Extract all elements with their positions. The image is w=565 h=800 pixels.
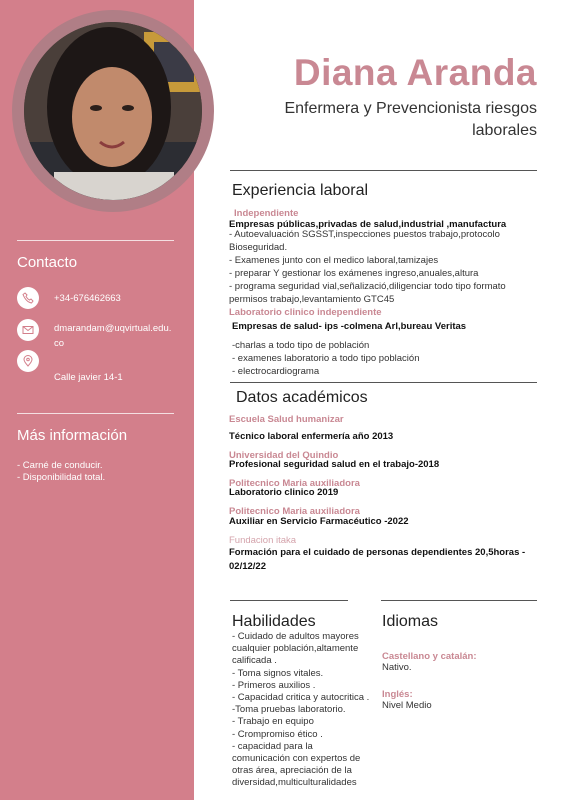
candidate-name: Diana Aranda [293,52,537,93]
skill-line: - Cuidado de adultos mayores [232,631,359,642]
education-school: Universidad del Quindio [229,450,339,461]
job-description [232,339,552,378]
job-company: Laboratorio clinico independiente [229,307,382,318]
candidate-role: Enfermera y Prevencionista riesgos laborales [284,100,537,139]
job-line: Bioseguridad. [229,242,288,253]
job-line: permisos trabajo,levantamiento GTC45 [229,294,395,305]
skill-line: otras área, apreciación de la [232,765,352,777]
education-degree: Laboratorio clinico 2019 [229,487,339,498]
skill-line: - Trabajo en equipo [232,716,314,728]
skill-line: - Toma signos vitales. [232,667,324,679]
location-pin-icon [17,350,39,372]
phone-icon [17,287,39,309]
job-line: - Examenes junto con el medico laboral,tamizajes [229,255,439,266]
skills-title: Habilidades [232,613,316,630]
languages-divider [381,600,537,601]
experience-title: Experiencia laboral [232,182,369,199]
skill-line: - Crompromiso ético . [232,728,323,740]
education-degree: Técnico laboral enfermería año 2013 [229,431,394,442]
more-info-title: Más información [17,427,128,444]
language-name: Castellano y catalán: [382,651,477,662]
job-heading: Empresas públicas,privadas de salud,industrial ,manufactura [229,219,507,230]
skills-list [232,631,382,790]
contact-email-line2: co [54,338,65,349]
sidebar-divider [17,413,174,414]
contact-title: Contacto [17,254,78,271]
skill-line: comunicación con expertos de [232,753,361,765]
contact-address: Calle javier 14-1 [54,372,123,383]
education-school: Escuela Salud humanizar [229,414,344,425]
profile-photo [24,22,202,200]
section-divider [230,382,537,383]
skill-line: -Toma pruebas laboratorio. [232,704,346,716]
job-company: Independiente [234,208,299,219]
education-degree-line: 02/12/22 [229,561,266,572]
job-line: - examenes laboratorio a todo tipo población [232,353,420,364]
contact-email-line1: dmarandam@uqvirtual.edu. [54,323,172,334]
skill-line: calificada . [232,655,277,667]
education-school: Politecnico Maria auxiliadora [229,478,360,489]
skills-divider [230,600,348,601]
job-line: - electrocardiograma [232,366,320,377]
skill-line: - Primeros auxilios . [232,679,316,691]
profile-photo-illustration [24,22,202,200]
language-level: Nativo. [382,662,412,673]
sidebar-divider [17,240,174,241]
job-line: - programa seguridad vial,señalizació,diligenciar todo tipo formato [229,281,506,292]
job-description [229,228,549,306]
contact-phone[interactable]: +34-676462663 [54,293,121,304]
skill-line: - capacidad para la [232,740,313,752]
job-line: -charlas a todo tipo de población [232,340,370,351]
language-level: Nivel Medio [382,700,432,711]
email-icon [17,319,39,341]
languages-title: Idiomas [382,613,439,630]
contact-email[interactable] [54,321,171,351]
language-name: Inglés: [382,689,413,700]
header-divider [230,170,537,171]
education-degree-line: Formación para el cuidado de personas dependientes 20,5horas - [229,547,526,558]
skill-line: cualquier población,altamente [232,643,359,655]
job-line: - Autoevaluación SGSST,inspecciones puestos trabajo,protocolo [229,229,500,240]
skill-line: diversidad,multiculturalidades [232,777,357,789]
education-degree: Profesional seguridad salud en el trabajo-2018 [229,459,440,470]
job-line: - preparar Y gestionar los exámenes ingreso,anuales,altura [229,268,479,279]
more-info-list [17,460,105,484]
education-school: Fundacion itaka [229,535,297,546]
more-info-item: - Disponibilidad total. [17,472,106,483]
education-title: Datos académicos [236,389,368,406]
education-degree: Auxiliar en Servicio Farmacéutico -2022 [229,516,409,527]
education-school: Politecnico Maria auxiliadora [229,506,360,517]
more-info-item: - Carné de conducir. [17,460,103,471]
skill-line: - Capacidad critica y autocritica . [232,692,370,704]
education-degree [229,546,549,574]
job-heading: Empresas de salud- ips -colmena Arl,bureau Veritas [232,321,467,332]
